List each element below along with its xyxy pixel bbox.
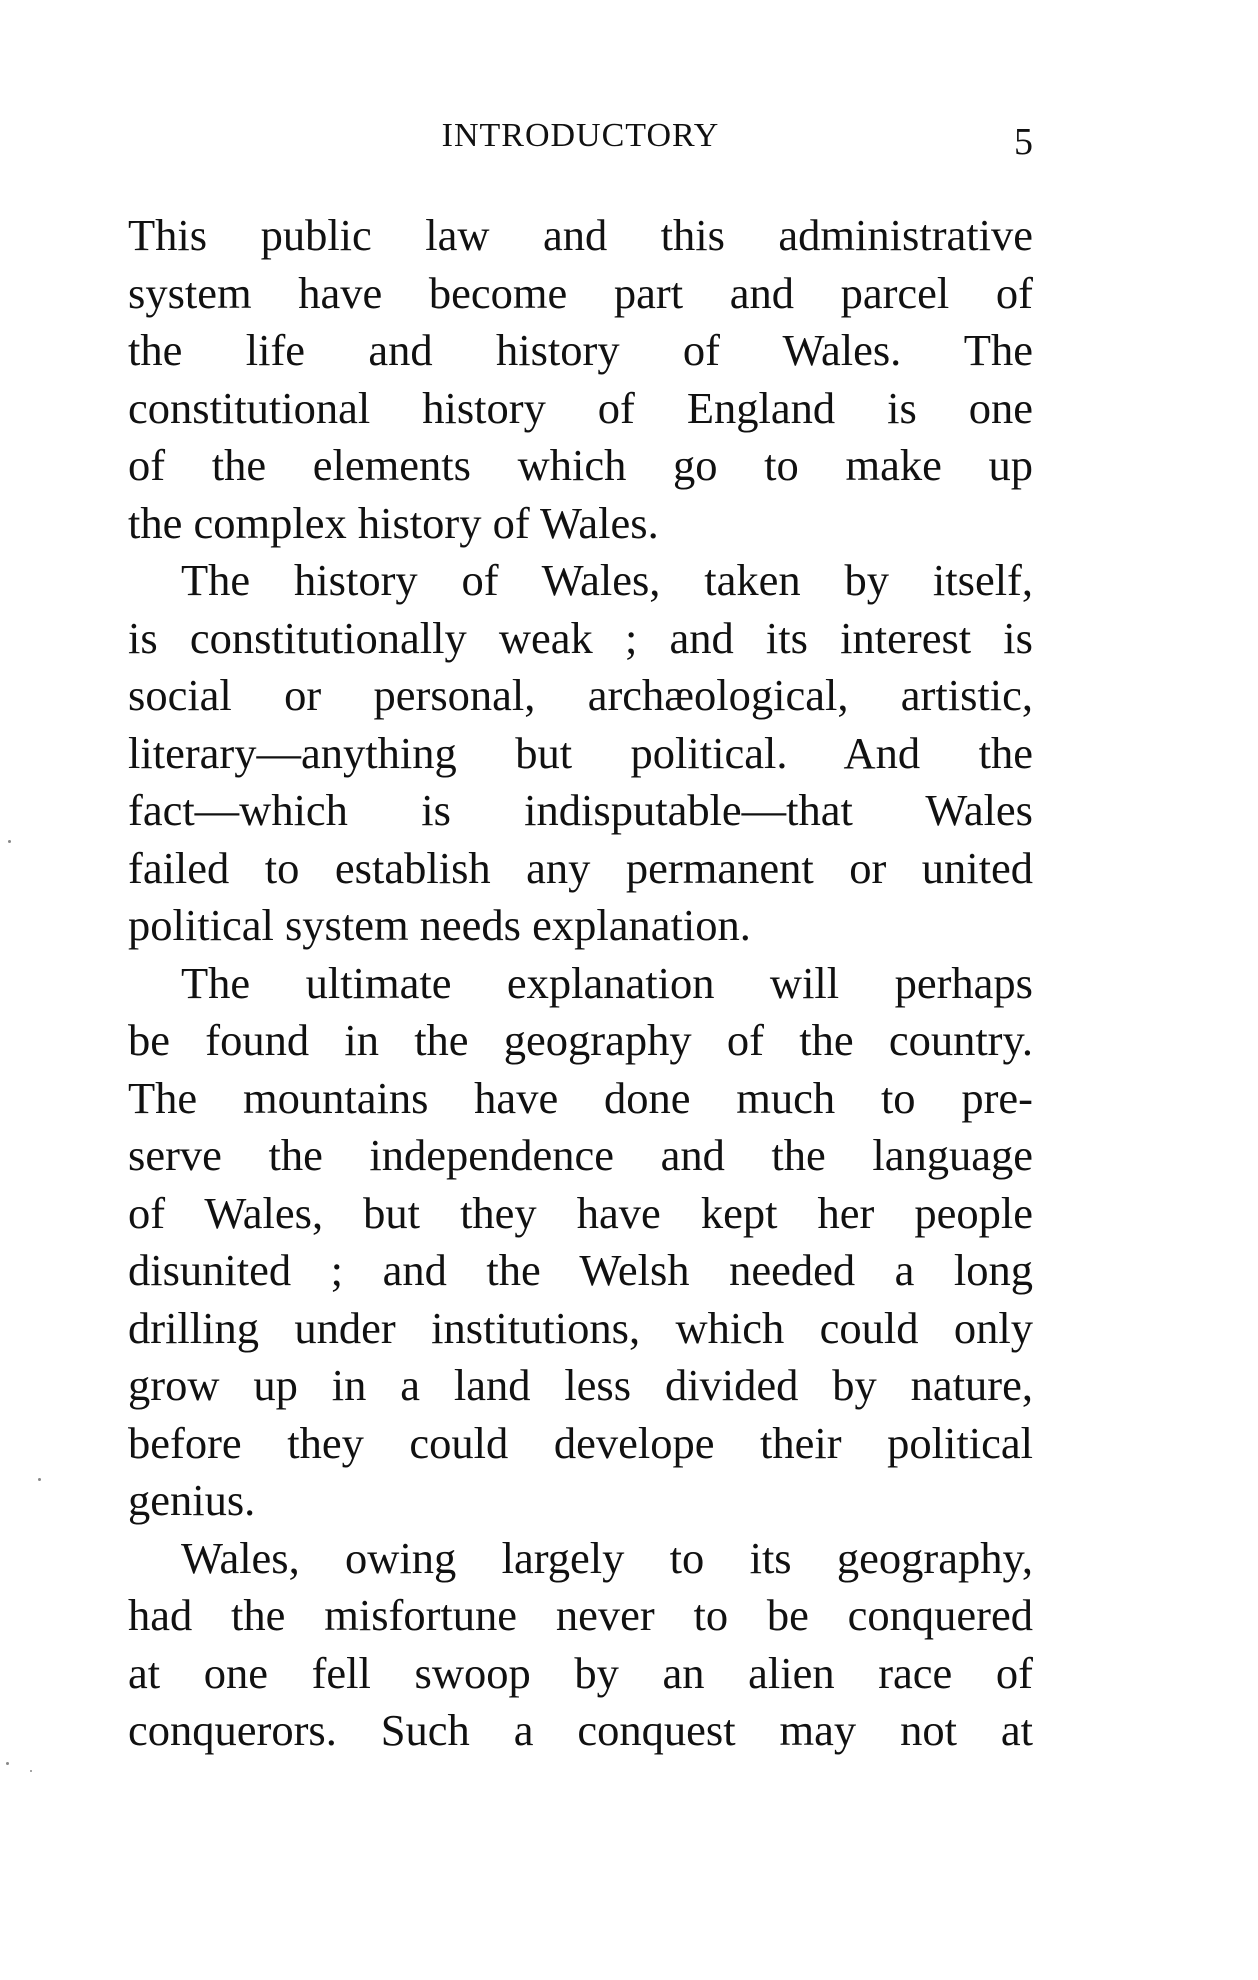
text-line: the life and history of Wales. The <box>128 325 1033 375</box>
page-number: 5 <box>1014 121 1033 163</box>
scan-speck <box>38 1478 41 1481</box>
text-line: Wales, owing largely to its geography, <box>181 1532 1033 1583</box>
text-line: genius. <box>128 1475 256 1525</box>
text-line: the complex history of Wales. <box>128 497 659 548</box>
text-line: be found in the geography of the country. <box>128 1015 1033 1065</box>
text-line: system have become part and parcel of <box>128 267 1033 318</box>
running-head <box>128 112 1033 162</box>
text-line: constitutional history of England is one <box>128 382 1033 433</box>
text-line: had the misfortune never to be conquered <box>128 1590 1033 1640</box>
text-line: drilling under institutions, which could only <box>128 1302 1033 1353</box>
text-line: The mountains have done much to pre- <box>128 1072 1033 1123</box>
text-line: at one fell swoop by an alien race of <box>128 1647 1033 1698</box>
body-text <box>128 207 1033 1760</box>
text-line: serve the independence and the language <box>128 1130 1033 1180</box>
running-title: INTRODUCTORY <box>441 117 720 154</box>
text-line: of the elements which go to make up <box>128 440 1033 490</box>
text-line: The history of Wales, taken by itself, <box>181 555 1033 605</box>
text-line: grow up in a land less divided by nature, <box>128 1360 1033 1410</box>
text-line: disunited ; and the Welsh needed a long <box>128 1245 1033 1295</box>
scan-speck <box>6 1762 9 1765</box>
text-line: The ultimate explanation will perhaps <box>181 957 1033 1008</box>
text-line: social or personal, archæological, artistic, <box>128 670 1033 720</box>
text-line: This public law and this administrative <box>128 210 1033 260</box>
text-line: fact—which is indisputable—that Wales <box>128 785 1033 835</box>
scan-speck <box>30 1770 32 1772</box>
text-line: before they could develope their political <box>128 1417 1033 1468</box>
text-line: is constitutionally weak ; and its interest is <box>128 612 1033 663</box>
text-line: conquerors. Such a conquest may not at <box>128 1705 1033 1755</box>
text-line: literary—anything but political. And the <box>128 727 1033 778</box>
text-line: failed to establish any permanent or united <box>128 842 1033 893</box>
scan-speck <box>8 840 11 843</box>
text-line: of Wales, but they have kept her people <box>128 1187 1033 1238</box>
text-line: political system needs explanation. <box>128 900 751 950</box>
